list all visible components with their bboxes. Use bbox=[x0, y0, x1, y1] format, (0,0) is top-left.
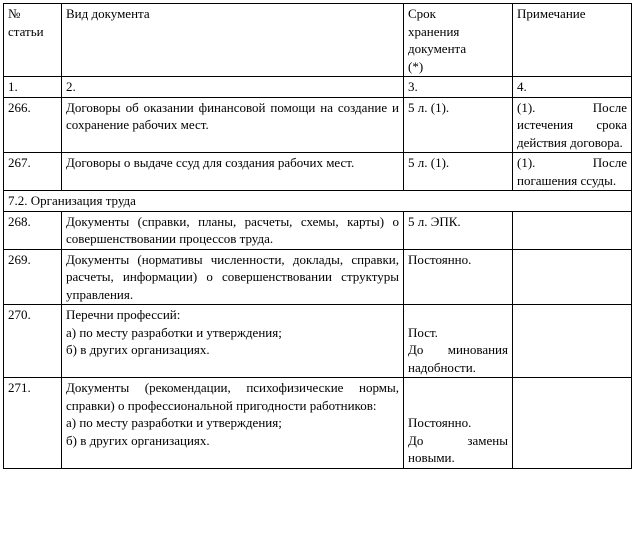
header-doc-type: Вид документа bbox=[62, 4, 404, 77]
retention-term: 5 л. ЭПК. bbox=[404, 211, 513, 249]
col-number-3: 3. bbox=[404, 77, 513, 98]
header-note: Примечание bbox=[513, 4, 632, 77]
document-type: Перечни профессий: а) по месту разработки и утверждения; б) в других организациях. bbox=[62, 305, 404, 378]
table-row bbox=[4, 305, 632, 378]
note: (1). После погашения ссуды. bbox=[513, 153, 632, 191]
article-number: 269. bbox=[4, 249, 62, 305]
note bbox=[513, 305, 632, 378]
retention-term: 5 л. (1). bbox=[404, 97, 513, 153]
table-row bbox=[4, 378, 632, 469]
col-number-4: 4. bbox=[513, 77, 632, 98]
table-row bbox=[4, 211, 632, 249]
retention-term-a: Пост. bbox=[408, 324, 438, 340]
article-number: 267. bbox=[4, 153, 62, 191]
header-row bbox=[4, 4, 632, 77]
note bbox=[513, 249, 632, 305]
note: (1). После истечения срока действия договора. bbox=[513, 97, 632, 153]
retention-term bbox=[404, 378, 513, 469]
retention-term bbox=[404, 305, 513, 378]
note bbox=[513, 211, 632, 249]
document-type: Договоры об оказании финансовой помощи на создание и сохранение рабочих мест. bbox=[62, 97, 404, 153]
column-number-row bbox=[4, 77, 632, 98]
document-type: Документы (справки, планы, расчеты, схемы, карты) о совершенствовании процессов труда. bbox=[62, 211, 404, 249]
document-retention-table bbox=[3, 3, 632, 469]
note bbox=[513, 378, 632, 469]
retention-term: Постоянно. bbox=[404, 249, 513, 305]
table-row bbox=[4, 153, 632, 191]
article-number: 271. bbox=[4, 378, 62, 469]
retention-term-b: До минования надобности. bbox=[408, 342, 508, 375]
article-number: 266. bbox=[4, 97, 62, 153]
retention-term-a: Постоянно. bbox=[408, 415, 472, 430]
retention-term: 5 л. (1). bbox=[404, 153, 513, 191]
document-type: Договоры о выдаче ссуд для создания рабочих мест. bbox=[62, 153, 404, 191]
document-type: Документы (нормативы численности, доклады, справки, расчеты, информации) о совершенствовании структуры управления. bbox=[62, 249, 404, 305]
section-title: 7.2. Организация труда bbox=[4, 191, 632, 212]
retention-term-b: До замены новыми. bbox=[408, 432, 508, 465]
header-retention-term: Срок хранения документа (*) bbox=[404, 4, 513, 77]
article-number: 270. bbox=[4, 305, 62, 378]
article-number: 268. bbox=[4, 211, 62, 249]
table-row bbox=[4, 97, 632, 153]
col-number-1: 1. bbox=[4, 77, 62, 98]
document-type: Документы (рекомендации, психофизические нормы, справки) о профессиональной пригодности работников: а) по месту разработки и утверждения; б) в других организациях. bbox=[62, 378, 404, 469]
section-heading-row bbox=[4, 191, 632, 212]
table-row bbox=[4, 249, 632, 305]
header-number: № статьи bbox=[4, 4, 62, 77]
col-number-2: 2. bbox=[62, 77, 404, 98]
